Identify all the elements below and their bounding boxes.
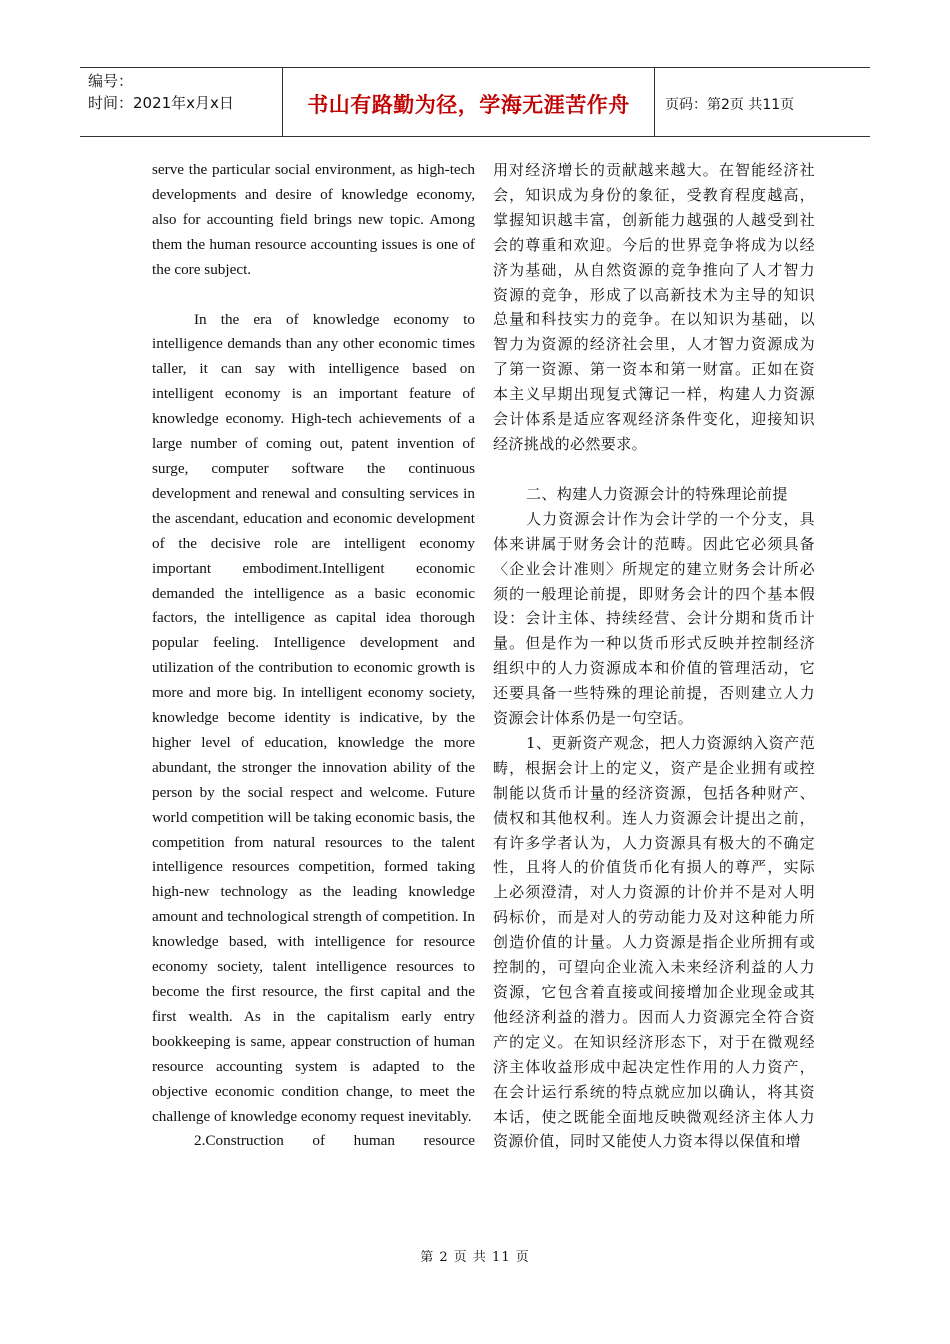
right-column: [493, 158, 815, 1154]
left-paragraph-3: 2.Construction of human resource: [194, 1132, 475, 1150]
header-motto-cell: [282, 68, 655, 136]
number-label: 编号：: [88, 72, 134, 90]
right-paragraph-1: 用对经济增长的贡献越来越大。在智能经济社会，知识成为身份的象征，受教育程度越高，掌握知识越丰富，创新能力越强的人越受到社会的尊重和欢迎。今后的世界竞争将成为以经济为基础，从自然资源的竞争推向了人才智力资源的竞争，形成了以高新技术为主导的知识总量和科技实力的竞争。在以知识为基础，以智力为资源的经济社会里，人才智力资源成为了第一资源、第一资本和第一财富。正如在资本主义早期出现复式簿记一样，构建人力资源会计体系是适应客观经济条件变化，迎接知识经济挑战的必然要求。: [493, 161, 815, 453]
right-paragraph-3: 1、更新资产观念，把人力资源纳入资产范畴，根据会计上的定义，资产是企业拥有或控制能以货币计量的经济资源，包括各种财产、债权和其他权利。连人力资源会计提出之前，有许多学者认为，人力资源具有极大的不确定性，且将人的价值货币化有损人的尊严，实际上必须澄清，对人力资源的计价并不是对人明码标价，而是对人的劳动能力及对这种能力所创造价值的计量。人力资源是指企业所拥有或控制的，可望向企业流入未来经济利益的人力资源，它包含着直接或间接增加企业现金或其他经济利益的潜力。因而人力资源完全符合资产的定义。在知识经济形态下，对于在微观经济主体收益形成中起决定性作用的人力资产，在会计运行系统的特点就应加以确认，将其资本话，使之既能全面地反映微观经济主体人力资源价值，同时又能使人力资本得以保值和增: [493, 733, 815, 1151]
header-table: [80, 67, 870, 137]
left-column: [152, 158, 475, 1154]
left-paragraph-1: serve the particular social environment, as high-tech developments and desire of knowledge economy, also for accounting field brings new topic. Among them the human resource accounting issues is one of the core subject.: [152, 161, 475, 278]
left-paragraph-2: In the era of knowledge economy to intelligence demands than any other economic times taller, it can say with intelligence based on intelligent economy is an important feature of knowledge economy. High-tech achievements of a large number of coming out, patent invention of surge, computer software the continuous development and renewal and consulting services in the ascendant, education and economic development of the decisive role are intelligent economy important embodiment.Intelligent economic demanded the intelligence as a basic economic factors, the intelligence as capital idea thorough popular feeling. Intelligence development and utilization of the contribution to economic growth is more and more big. In intelligent economy society, knowledge become identity is indicative, by the higher level of education, knowledge the more abundant, the stronger the innovation ability of the person by the social respect and welcome. Future world competition will be taking economic basis, the competition from natural resources to the talent intelligence resources competition, formed taking high-new technology as the leading knowledge amount and technological strength of competition. In knowledge based, with intelligence for resource economy society, talent intelligence resources to become the first resource, the first capital and the first wealth. As in the capitalism early entry bookkeeping is same, appear construction of human resource accounting system is adapted to the objective economic condition change, to meet the challenge of knowledge economy request inevitably.: [152, 310, 475, 1125]
page-footer: 第 2 页 共 11 页: [420, 1250, 530, 1265]
time-label: 时间：2021年x月x日: [88, 94, 234, 112]
section-heading: 二、构建人力资源会计的特殊理论前提: [526, 484, 788, 503]
header-meta: [80, 68, 282, 136]
header-motto: 书山有路勤为径，学海无涯苦作舟: [307, 93, 630, 117]
right-paragraph-2: 人力资源会计作为会计学的一个分支，具体来讲属于财务会计的范畴。因此它必须具备〈企业会计准则〉所规定的建立财务会计所必须的一般理论前提，即财务会计的四个基本假设：会计主体、持续经营、会计分期和货币计量。但是作为一种以货币形式反映并控制经济组织中的人力资源成本和价值的管理活动，它还要具备一些特殊的理论前提，否则建立人力资源会计体系仍是一句空话。: [493, 509, 815, 728]
header-page-info: 页码：第2页 共11页: [665, 97, 795, 113]
